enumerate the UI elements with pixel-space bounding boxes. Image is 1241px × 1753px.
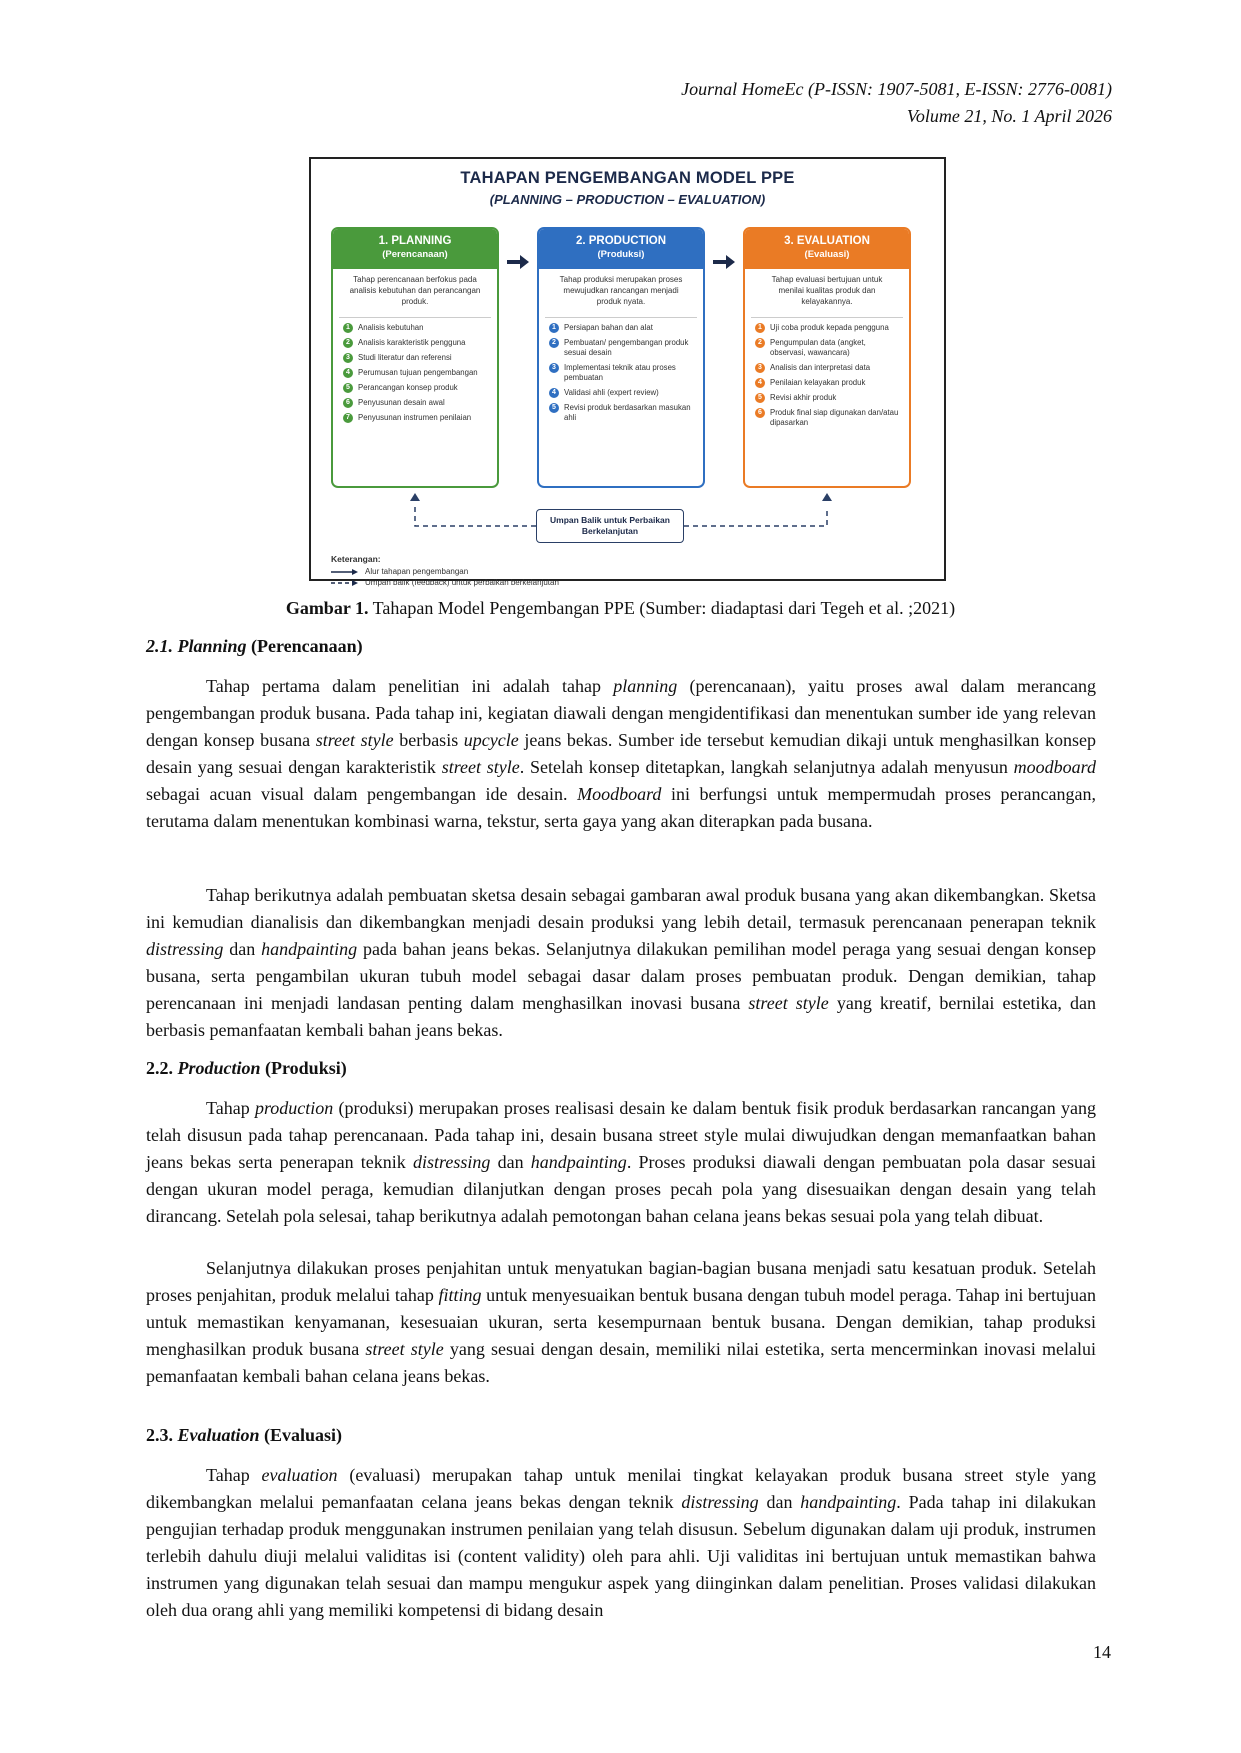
step-label: Revisi produk berdasarkan masukan ahli [564,403,691,422]
text-run: yang kreatif, bernilai estetika, dan berbasis pemanfaatan kembali bahan jeans bekas. [146,993,1096,1040]
figure-subtitle: (PLANNING – PRODUCTION – EVALUATION) [489,192,766,207]
step-number-badge: 2 [755,338,765,348]
text-run: Tahap berikutnya adalah pembuatan sketsa desain sebagai gambaran awal produk busana yang akan dikembangkan. Sketsa ini kemudian dianalisis dan dikembangkan menjadi desain produksi yang lebih detail, termasuk perencanaan penerapan teknik [146,885,1096,932]
section-translation: (Evaluasi) [264,1425,343,1445]
step-label: Revisi akhir produk [770,393,837,402]
step-number-badge: 4 [755,378,765,388]
italic-term: handpainting [530,1152,627,1172]
italic-term: fitting [438,1285,482,1305]
paragraph [146,1095,1096,1230]
text-run: Tahap [206,1098,255,1118]
text-run: jeans bekas. Sumber ide tersebut kemudian dikaji untuk menghasilkan konsep desain yang sesuai dengan karakteristik [146,730,1096,777]
step-number-badge: 1 [755,323,765,333]
section-number: 2.3. [146,1425,173,1445]
journal-volume: Volume 21, No. 1 April 2026 [906,106,1112,126]
text-run: dan [223,939,262,959]
feedback-box [536,509,684,543]
step-number-badge: 3 [343,353,353,363]
feedback-line1: Umpan Balik untuk Perbaikan [550,515,670,525]
step-number-badge: 6 [755,408,765,418]
step-label: Pembuatan/ pengembangan produk sesuai desain [564,338,689,357]
step-number-badge: 4 [549,388,559,398]
section-term: Evaluation [177,1425,260,1445]
step-number-badge: 3 [755,363,765,373]
figure-legend [331,554,559,588]
paragraph [146,673,1096,835]
step-number-badge: 7 [343,413,353,423]
paragraph [146,1255,1096,1390]
journal-issn: Journal HomeEc (P-ISSN: 1907-5081, E-ISSN: 2776-0081) [681,79,1112,99]
text-run: berbasis [393,730,464,750]
figure-title: TAHAPAN PENGEMBANGAN MODEL PPE [460,169,795,187]
step-number-badge: 2 [549,338,559,348]
step-label: Implementasi teknik atau proses pembuatan [564,363,676,382]
evaluation-title: 3. EVALUATION [784,235,870,247]
italic-term: distressing [146,939,224,959]
step-label: Penilaian kelayakan produk [770,378,866,387]
page-number: 14 [1093,1642,1111,1662]
legend-row-dashed [331,577,559,588]
italic-term: street style [441,757,520,777]
planning-description: Tahap perencanaan berfokus pada analisis kebutuhan dan perancangan produk. [339,269,491,318]
italic-term: handpainting [800,1492,897,1512]
italic-term: evaluation [261,1465,338,1485]
step-label: Pengumpulan data (angket, observasi, wawancara) [770,338,866,357]
caption-text: Tahapan Model Pengembangan PPE (Sumber: diadaptasi dari Tegeh et al. ;2021) [368,598,956,618]
text-run: dan [490,1152,531,1172]
text-run: Tahap pertama dalam penelitian ini adalah tahap [206,676,614,696]
planning-subtitle: (Perencanaan) [382,249,448,260]
text-run: ini berfungsi untuk mempermudah proses perancangan, terutama dalam menentukan kombinasi warna, tekstur, serta gaya yang akan diterapkan pada busana. [146,784,1096,831]
step-label: Perancangan konsep produk [358,383,458,392]
italic-term: handpainting [261,939,358,959]
legend-title: Keterangan: [331,554,381,564]
section-term: Production [177,1058,261,1078]
step-number-badge: 6 [343,398,353,408]
italic-term: moodboard [1013,757,1096,777]
section-translation: (Produksi) [265,1058,347,1078]
step-number-badge: 5 [755,393,765,403]
italic-term: planning [613,676,678,696]
production-title: 2. PRODUCTION [575,235,667,247]
section-translation: (Perencanaan) [251,636,363,656]
figure-caption [0,598,1241,619]
step-label: Produk final siap digunakan dan/atau dipasarkan [770,408,899,427]
evaluation-subtitle: (Evaluasi) [804,249,850,260]
text-run: . Proses produksi diawali dengan pembuatan pola dasar sesuai dengan ukuran model peraga, kemudian dilanjutkan dengan proses pecah pola yang disesuaikan dengan desain yang telah dirancang. Setelah pola selesai, tahap berikutnya adalah pemotongan bahan celana jeans bekas sesuai pola yang telah dibuat. [146,1152,1096,1226]
section-heading-evaluation [146,1425,342,1446]
production-description: Tahap produksi merupakan proses mewujudkan rancangan menjadi produk nyata. [545,269,697,318]
production-subtitle: (Produksi) [597,249,645,260]
step-label: Analisis dan interpretasi data [770,363,871,372]
paragraph [146,882,1096,1044]
step-label: Analisis kebutuhan [358,323,424,332]
journal-header [681,76,1112,130]
step-label: Uji coba produk kepada pengguna [770,323,889,332]
italic-term: distressing [413,1152,491,1172]
step-number-badge: 2 [343,338,353,348]
step-number-badge: 5 [343,383,353,393]
legend-solid-label: Alur tahapan pengembangan [365,567,469,576]
step-label: Persiapan bahan dan alat [564,323,653,332]
step-number-badge: 3 [549,363,559,373]
step-label: Penyusunan desain awal [358,398,445,407]
italic-term: street style [748,993,829,1013]
step-label: Perumusan tujuan pengembangan [358,368,478,377]
text-run: Selanjutnya dilakukan proses penjahitan untuk menyatukan bagian-bagian busana menjadi satu kesatuan produk. Setelah proses penjahitan, produk melalui tahap [146,1258,1096,1305]
feedback-line2: Berkelanjutan [581,526,639,536]
step-label: Validasi ahli (expert review) [564,388,659,397]
evaluation-description: Tahap evaluasi bertujuan untuk menilai kualitas produk dan kelayakannya. [751,269,903,318]
text-run: yang sesuai dengan desain, memiliki nilai estetika, serta mencerminkan inovasi melalui pemanfaatan kembali bahan celana jeans bekas. [146,1339,1096,1386]
section-number: 2.2. [146,1058,173,1078]
step-label: Studi literatur dan referensi [358,353,452,362]
step-number-badge: 1 [343,323,353,333]
caption-label: Gambar 1. [285,598,369,618]
italic-term: street style [315,730,394,750]
section-heading-planning [146,636,363,657]
italic-term: Moodboard [577,784,662,804]
paragraph [146,1462,1096,1624]
step-label: Penyusunan instrumen penilaian [358,413,472,422]
italic-term: street style [365,1339,444,1359]
legend-dashed-label: Umpan balik (feedback) untuk perbaikan berkelanjutan [365,578,559,587]
text-run: untuk menyesuaikan bentuk busana dengan tubuh model peraga. Tahap ini bertujuan untuk memastikan kenyamanan, kesesuaian ukuran, serta kesempurnaan bentuk busana. Dengan demikian, tahap produksi menghasilkan produk busana [146,1285,1097,1359]
italic-term: production [254,1098,334,1118]
legend-row-solid [331,566,559,577]
dashed-arrow-icon [331,579,359,587]
text-run: (produksi) merupakan proses realisasi desain ke dalam bentuk fisik produk berdasarkan rancangan yang telah disusun pada tahap perencanaan. Pada tahap ini, desain busana street style mulai diwujudkan dengan memanfaatkan bahan jeans bekas serta penerapan teknik [146,1098,1097,1172]
text-run: Tahap [206,1465,262,1485]
text-run: . Setelah konsep ditetapkan, langkah selanjutnya adalah menyusun [519,757,1014,777]
planning-title: 1. PLANNING [378,235,452,247]
step-label: Analisis karakteristik pengguna [358,338,466,347]
section-number: 2.1. [146,636,173,656]
section-term: Planning [177,636,247,656]
italic-term: distressing [681,1492,759,1512]
text-run: dan [758,1492,801,1512]
italic-term: upcycle [463,730,519,750]
step-number-badge: 1 [549,323,559,333]
section-heading-production [146,1058,347,1079]
step-number-badge: 5 [549,403,559,413]
text-run: sebagai acuan visual dalam pengembangan ide desain. [146,784,578,804]
figure-ppe-diagram [309,157,946,587]
text-run: pada bahan jeans bekas. Selanjutnya dilakukan pemilihan model peraga yang sesuai dengan konsep busana, serta pengambilan ukuran tubuh model sebagai dasar dalam proses pembuatan produk. Dengan demikian, tahap perencanaan ini menjadi landasan penting dalam menghasilkan inovasi busana [146,939,1096,1013]
solid-arrow-icon [331,568,359,576]
text-run: (evaluasi) merupakan tahap untuk menilai tingkat kelayakan produk busana street style yang dikembangkan melalui pemanfaatan celana jeans bekas dengan teknik [146,1465,1097,1512]
step-number-badge: 4 [343,368,353,378]
text-run: . Pada tahap ini dilakukan pengujian terhadap produk menggunakan instrumen penilaian yang telah disusun. Sebelum digunakan dalam uji produk, instrumen terlebih dahulu diuji melalui validitas isi (content validity) oleh para ahli. Uji validitas ini bertujuan untuk memastikan bahwa instrumen yang digunakan telah sesuai dan mampu mengukur aspek yang diinginkan dalam penelitian. Proses validasi dilakukan oleh dua orang ahli yang memiliki kompetensi di bidang desain [146,1492,1097,1620]
text-run: (perencanaan), yaitu proses awal dalam merancang pengembangan produk busana. Pada tahap ini, kegiatan diawali dengan mengidentifikasi dan menentukan sumber ide yang relevan dengan konsep busana [146,676,1096,750]
